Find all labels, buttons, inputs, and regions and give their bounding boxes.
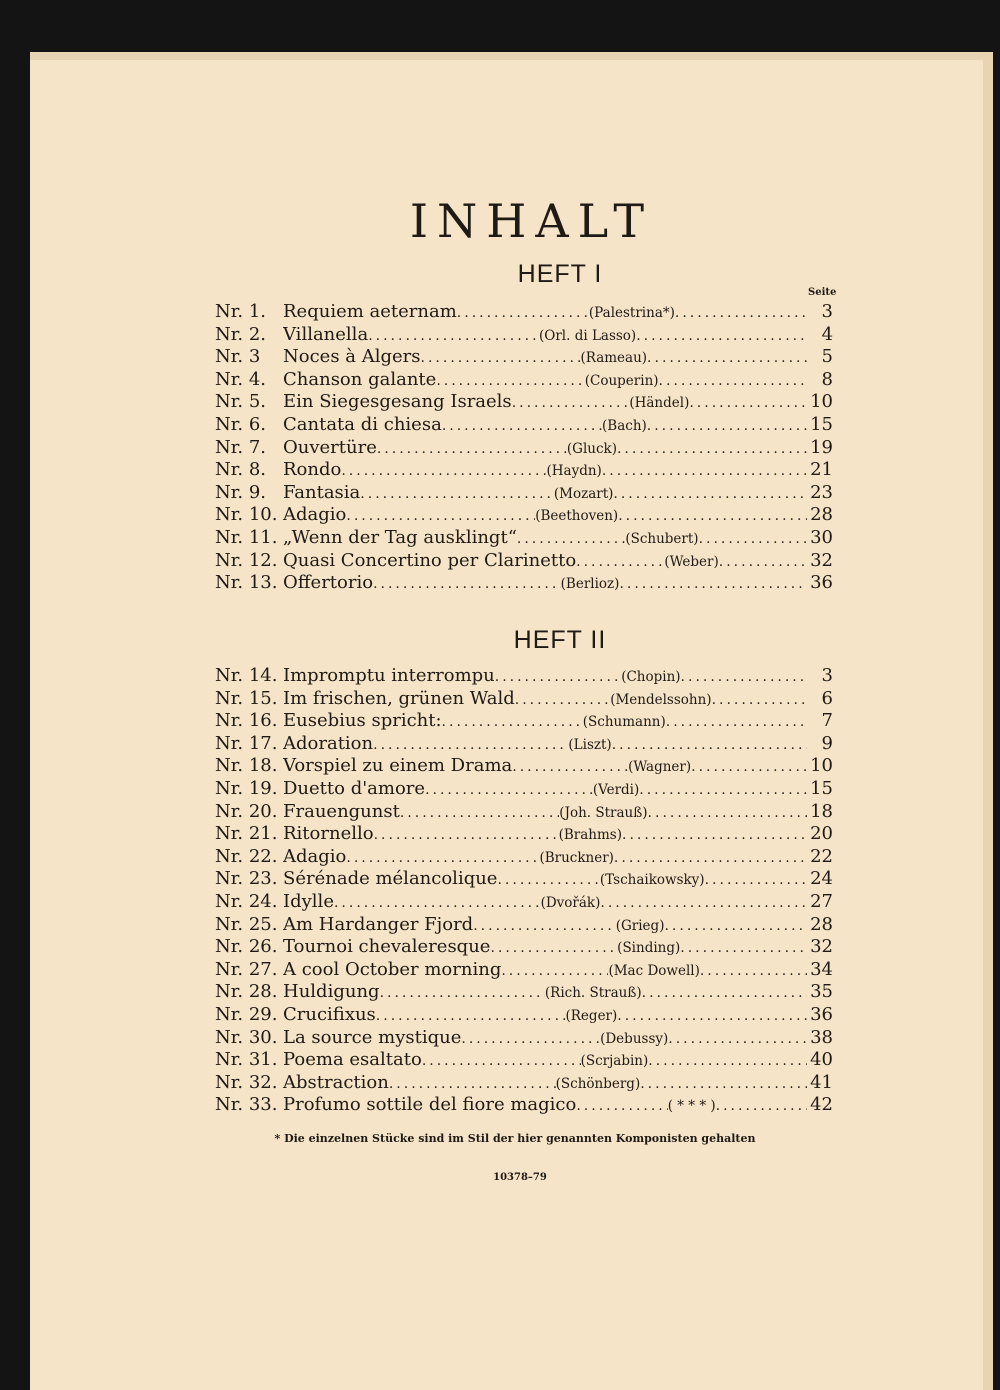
entry-line [283, 527, 833, 550]
entry-number: Nr. 4. [215, 368, 266, 390]
entry-line [283, 801, 833, 824]
entry-title: Rondo [283, 459, 342, 481]
catalog-number: 10378–79 [493, 1172, 547, 1183]
entry-line [283, 778, 833, 801]
entry-line [283, 665, 833, 688]
entry-title: Impromptu interrompu [283, 665, 495, 686]
entry-composer: (Debussy) [600, 1030, 669, 1047]
entry-composer: (Tschaikowsky) [599, 872, 705, 889]
entry-number: Nr. 14. [215, 665, 278, 686]
entry-line [283, 914, 833, 937]
dot-leader [341, 460, 546, 482]
entry-composer: (Mac Dowell) [608, 962, 700, 979]
entry-page-number: 15 [810, 777, 833, 799]
entry-line [283, 1004, 833, 1027]
toc-entry [215, 823, 833, 846]
entry-page-number: 32 [810, 549, 833, 571]
entry-line [283, 710, 833, 733]
entry-page-number: 32 [810, 936, 833, 958]
page-title: INHALT [409, 194, 654, 248]
toc-entry [215, 710, 833, 733]
entry-number: Nr. 28. [215, 981, 278, 1003]
entry-number: Nr. 16. [215, 710, 278, 732]
entry-number: Nr. 1. [215, 301, 266, 322]
toc-entry [215, 1072, 833, 1095]
dot-leader [614, 847, 807, 869]
toc-entry [215, 959, 833, 982]
toc-entry [215, 301, 833, 324]
dot-leader [719, 551, 807, 573]
entry-line [283, 572, 833, 595]
dot-leader [374, 824, 559, 846]
entry-page-number: 15 [810, 413, 833, 435]
toc-entry [215, 755, 833, 778]
entry-number: Nr. 27. [215, 958, 278, 980]
heft-2-heading: HEFT II [513, 626, 607, 654]
dot-leader [515, 689, 610, 711]
dot-leader [442, 711, 583, 733]
dot-leader [664, 915, 807, 937]
entry-number: Nr. 33. [215, 1094, 278, 1116]
entry-page-number: 36 [810, 1003, 833, 1025]
entry-number: Nr. 8. [215, 459, 266, 481]
dot-leader [648, 1050, 807, 1072]
entry-number: Nr. 21. [215, 823, 278, 845]
entry-line [283, 733, 833, 756]
dot-leader [613, 483, 807, 505]
page-column-label: Seite [808, 287, 837, 298]
toc-entry [215, 391, 833, 414]
dot-leader [647, 415, 807, 437]
entry-title: Abstraction [283, 1071, 389, 1093]
dot-leader [699, 528, 807, 550]
entry-line [283, 1072, 833, 1095]
entry-composer: ( * * * ) [667, 1098, 716, 1115]
entry-title: Profumo sottile del fiore magico [283, 1094, 577, 1116]
toc-entry [215, 688, 833, 711]
dot-leader [346, 505, 535, 527]
toc-entry [215, 868, 833, 891]
entry-composer: (Sinding) [617, 940, 681, 957]
dot-leader [668, 1028, 807, 1050]
entry-page-number: 10 [810, 755, 833, 777]
dot-leader [680, 937, 807, 959]
entry-page-number: 3 [821, 301, 833, 322]
toc-entry [215, 459, 833, 482]
entry-page-number: 10 [810, 391, 833, 413]
entry-line [283, 391, 833, 414]
entry-number: Nr. 15. [215, 687, 278, 709]
entry-page-number: 42 [810, 1094, 833, 1116]
entry-title: La source mystique [283, 1026, 462, 1048]
toc-entry [215, 527, 833, 550]
dot-leader [360, 483, 554, 505]
entry-page-number: 21 [810, 459, 833, 481]
page-right-edge [983, 52, 993, 1390]
dot-leader [377, 438, 567, 460]
entry-composer: (Couperin) [584, 372, 659, 389]
entry-page-number: 40 [810, 1049, 833, 1071]
entry-number: Nr. 6. [215, 413, 266, 435]
entry-page-number: 18 [810, 800, 833, 822]
entry-title: Vorspiel zu einem Drama [283, 755, 513, 777]
toc-entry [215, 324, 833, 347]
toc-entry [215, 1049, 833, 1072]
entry-page-number: 20 [810, 823, 833, 845]
dot-leader [376, 1005, 566, 1027]
toc-entry [215, 733, 833, 756]
entry-line [283, 981, 833, 1004]
toc-entry [215, 1027, 833, 1050]
entry-line [283, 823, 833, 846]
entry-page-number: 36 [810, 572, 833, 594]
entry-title: Huldigung [283, 981, 380, 1003]
toc-entry [215, 914, 833, 937]
entry-page-number: 28 [810, 504, 833, 526]
entry-composer: (Rich. Strauß) [544, 985, 642, 1002]
entry-composer: (Liszt) [568, 736, 612, 753]
entry-line [283, 437, 833, 460]
entry-title: Ein Siegesgesang Israels [283, 391, 512, 413]
heft-2-list [215, 665, 833, 1117]
entry-line [283, 414, 833, 437]
dot-leader [648, 802, 807, 824]
dot-leader [389, 1073, 556, 1095]
entry-line [283, 301, 833, 324]
toc-entry [215, 846, 833, 869]
dot-leader [501, 960, 608, 982]
entry-page-number: 41 [810, 1071, 833, 1093]
dot-leader [691, 756, 807, 778]
entry-composer: (Bruckner) [539, 849, 614, 866]
entry-title: Chanson galante [283, 368, 437, 390]
entry-composer: (Berlioz) [560, 576, 620, 593]
dot-leader [617, 1005, 807, 1027]
entry-title: Cantata di chiesa [283, 413, 442, 435]
toc-entry [215, 801, 833, 824]
entry-page-number: 3 [821, 665, 833, 686]
dot-leader [712, 689, 807, 711]
entry-number: Nr. 12. [215, 549, 278, 571]
entry-title: Requiem aeternam [283, 301, 457, 322]
entry-composer: (Mendelssohn) [610, 691, 712, 708]
entry-number: Nr. 31. [215, 1049, 278, 1071]
entry-composer: (Grieg) [615, 917, 665, 934]
heft-1-heading: HEFT I [517, 260, 603, 288]
entry-number: Nr. 29. [215, 1003, 278, 1025]
entry-title: Villanella [283, 323, 369, 345]
entry-composer: (Brahms) [558, 827, 622, 844]
entry-line [283, 846, 833, 869]
entry-number: Nr. 17. [215, 732, 278, 754]
entry-composer: (Beethoven) [535, 508, 619, 525]
entry-page-number: 5 [821, 346, 833, 368]
entry-page-number: 35 [810, 981, 833, 1003]
entry-title: Poema esaltato [283, 1049, 422, 1071]
toc-entry [215, 1094, 833, 1117]
entry-page-number: 22 [810, 845, 833, 867]
entry-line [283, 459, 833, 482]
dot-leader [346, 847, 539, 869]
dot-leader [618, 505, 807, 527]
toc-entry [215, 981, 833, 1004]
entry-number: Nr. 9. [215, 481, 266, 503]
dot-leader [617, 438, 807, 460]
entry-title: A cool October morning [283, 958, 502, 980]
entry-line [283, 369, 833, 392]
dot-leader [517, 528, 625, 550]
entry-line [283, 868, 833, 891]
dot-leader [380, 982, 545, 1004]
entry-title: Fantasia [283, 481, 361, 503]
dot-leader [512, 392, 630, 414]
entry-composer: (Weber) [664, 553, 719, 570]
dot-leader [600, 892, 807, 914]
entry-composer: (Wagner) [628, 759, 692, 776]
entry-composer: (Schubert) [625, 530, 699, 547]
dot-leader [422, 1050, 581, 1072]
entry-number: Nr. 18. [215, 755, 278, 777]
dot-leader [705, 869, 807, 891]
entry-line [283, 550, 833, 573]
dot-leader [639, 779, 807, 801]
entry-number: Nr. 7. [215, 436, 266, 458]
entry-title: Im frischen, grünen Wald [283, 687, 515, 709]
entry-number: Nr. 23. [215, 868, 278, 890]
entry-title: Adagio [283, 504, 347, 526]
entry-page-number: 38 [810, 1026, 833, 1048]
entry-composer: (Schönberg) [555, 1075, 641, 1092]
dot-leader [373, 734, 568, 756]
entry-page-number: 34 [810, 958, 833, 980]
entry-title: Crucifixus [283, 1003, 376, 1025]
dot-leader [421, 347, 581, 369]
entry-composer: (Schumann) [582, 714, 666, 731]
entry-composer: (Mozart) [553, 485, 614, 502]
dot-leader [495, 666, 621, 688]
entry-number: Nr. 13. [215, 572, 278, 594]
entry-page-number: 6 [821, 687, 833, 709]
entry-composer: (Reger) [565, 1007, 618, 1024]
toc-entry [215, 665, 833, 688]
entry-title: Duetto d'amore [283, 777, 426, 799]
entry-page-number: 30 [810, 526, 833, 548]
dot-leader [497, 869, 599, 891]
dot-leader [622, 824, 807, 846]
toc-entry [215, 550, 833, 573]
dot-leader [647, 347, 807, 369]
dot-leader [457, 302, 589, 324]
entry-title: Frauengunst [283, 800, 400, 822]
toc-entry [215, 369, 833, 392]
entry-line [283, 346, 833, 369]
entry-number: Nr. 32. [215, 1071, 278, 1093]
entry-line [283, 959, 833, 982]
dot-leader [681, 666, 807, 688]
entry-composer: (Dvořák) [540, 894, 601, 911]
entry-composer: (Orl. di Lasso) [539, 327, 637, 344]
entry-number: Nr. 3 [215, 346, 261, 368]
entry-line [283, 688, 833, 711]
entry-page-number: 28 [810, 913, 833, 935]
dot-leader [473, 915, 616, 937]
toc-entry [215, 504, 833, 527]
dot-leader [400, 802, 559, 824]
dot-leader [619, 573, 807, 595]
entry-page-number: 9 [821, 732, 833, 754]
entry-title: Noces à Algers [283, 346, 421, 368]
toc-entry [215, 778, 833, 801]
document-page [30, 52, 993, 1390]
entry-page-number: 23 [810, 481, 833, 503]
toc-entry [215, 437, 833, 460]
toc-entry [215, 346, 833, 369]
entry-page-number: 19 [810, 436, 833, 458]
entry-composer: (Verdi) [592, 781, 640, 798]
dot-leader [512, 756, 628, 778]
entry-number: Nr. 26. [215, 936, 278, 958]
entry-composer: (Scrjabin) [580, 1053, 649, 1070]
entry-number: Nr. 25. [215, 913, 278, 935]
dot-leader [636, 325, 807, 347]
entry-line [283, 1094, 833, 1117]
dot-leader [576, 1095, 667, 1117]
entry-composer: (Bach) [602, 417, 647, 434]
entry-number: Nr. 22. [215, 845, 278, 867]
entry-title: Eusebius spricht: [283, 710, 442, 732]
entry-composer: (Rameau) [580, 350, 648, 367]
dot-leader [576, 551, 664, 573]
dot-leader [442, 415, 602, 437]
entry-title: Adoration [283, 732, 374, 754]
toc-entry [215, 1004, 833, 1027]
entry-title: Ritornello [283, 823, 374, 845]
entry-title: Ouvertüre [283, 436, 377, 458]
entry-composer: (Palestrina*) [588, 305, 675, 321]
entry-line [283, 482, 833, 505]
entry-title: Am Hardanger Fjord [283, 913, 474, 935]
entry-line [283, 936, 833, 959]
entry-composer: (Gluck) [566, 440, 617, 457]
entry-line [283, 504, 833, 527]
footnote: * Die einzelnen Stücke sind im Stil der hier genannten Komponisten gehalten [274, 1132, 756, 1145]
toc-entry [215, 482, 833, 505]
entry-line [283, 755, 833, 778]
dot-leader [700, 960, 807, 982]
entry-composer: (Joh. Strauß) [559, 804, 648, 821]
dot-leader [334, 892, 541, 914]
dot-leader [436, 370, 584, 392]
entry-number: Nr. 5. [215, 391, 266, 413]
entry-title: Quasi Concertino per Clarinetto [283, 549, 577, 571]
entry-number: Nr. 20. [215, 800, 278, 822]
entry-title: „Wenn der Tag ausklingt“ [283, 526, 517, 548]
dot-leader [689, 392, 807, 414]
entry-line [283, 891, 833, 914]
dot-leader [368, 325, 539, 347]
dot-leader [642, 982, 807, 1004]
entry-title: Adagio [283, 845, 347, 867]
entry-page-number: 8 [821, 368, 833, 390]
dot-leader [659, 370, 807, 392]
dot-leader [716, 1095, 807, 1117]
entry-number: Nr. 2. [215, 323, 266, 345]
dot-leader [640, 1073, 807, 1095]
entry-number: Nr. 19. [215, 777, 278, 799]
dot-leader [425, 779, 593, 801]
entry-number: Nr. 24. [215, 890, 278, 912]
entry-page-number: 7 [821, 710, 833, 732]
entry-number: Nr. 10. [215, 504, 278, 526]
entry-line [283, 324, 833, 347]
dot-leader [612, 734, 807, 756]
toc-entry [215, 891, 833, 914]
toc-entry [215, 572, 833, 595]
entry-composer: (Chopin) [621, 669, 681, 685]
entry-composer: (Haydn) [546, 463, 602, 480]
entry-title: Offertorio [283, 572, 374, 594]
dot-leader [490, 937, 617, 959]
toc-entry [215, 414, 833, 437]
entry-title: Sérénade mélancolique [283, 868, 498, 890]
dot-leader [602, 460, 807, 482]
entry-page-number: 27 [810, 890, 833, 912]
heft-1-list [215, 301, 833, 595]
dot-leader [675, 302, 807, 324]
toc-entry [215, 936, 833, 959]
dot-leader [373, 573, 561, 595]
entry-page-number: 4 [821, 323, 833, 345]
dot-leader [666, 711, 807, 733]
entry-title: Tournoi chevaleresque [283, 936, 491, 958]
entry-page-number: 24 [810, 868, 833, 890]
page-edge [30, 52, 993, 60]
entry-line [283, 1027, 833, 1050]
entry-line [283, 1049, 833, 1072]
entry-number: Nr. 11. [215, 526, 278, 548]
dot-leader [461, 1028, 600, 1050]
entry-title: Idylle [283, 890, 334, 912]
entry-number: Nr. 30. [215, 1026, 278, 1048]
entry-composer: (Händel) [629, 395, 690, 412]
